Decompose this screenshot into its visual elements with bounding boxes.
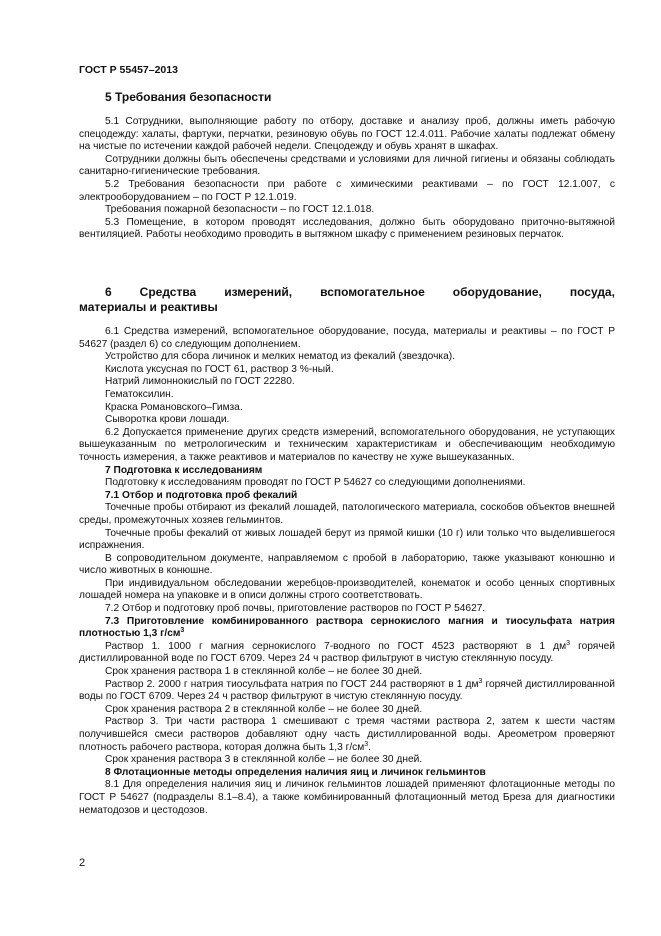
list-item: Гематоксилин.: [105, 388, 174, 400]
list-item: Кислота уксусная по ГОСТ 61, раствор 3 %-ный.: [105, 363, 334, 375]
list-item: Устройство для сбора личинок и мелких нематод из фекалий (звездочка).: [105, 351, 455, 363]
subsection-7-1-title: 7.1 Отбор и подготовка проб фекалий: [105, 489, 298, 501]
paragraph: Раствор 2. 2000 г натрия тиосульфата натрия по ГОСТ 244 растворяют в 1 $дм^3$ горячей дистиллированной воды по ГОСТ 6709. Через 24 ч раствор фильтруют в чистую стеклянную посуду.: [79, 677, 615, 703]
subsection-7-3-title: 7.3 Приготовление комбинированного раствора сернокислого магния и тиосульфата натрия плотностью 1,3 $г/см^3$: [79, 615, 615, 640]
section-6-body: [79, 326, 615, 817]
paragraph: 6.2 Допускается применение других средств измерений, вспомогательного оборудования, не уступающих вышеуказанным по метрологическим и техническим характеристикам и обеспечивающим необходимую точность измерения, а также реактивов и материалов по качеству не хуже вышеуказанных.: [79, 426, 615, 463]
document-header: ГОСТ Р 55457–2013: [79, 64, 178, 76]
list-item: Натрий лимоннокислый по ГОСТ 22280.: [105, 376, 295, 388]
paragraph: Требования пожарной безопасности – по ГОСТ 12.1.018.: [105, 204, 375, 216]
paragraph: Срок хранения раствора 3 в стеклянной колбе – не более 30 дней.: [105, 754, 423, 766]
paragraph: Раствор 3. Три части раствора 1 смешивают с тремя частями раствора 2, затем к шести частям получившейся смеси растворов добавляют одну часть дистиллированной воды. Ареометром проверяют плотность рабочего раствора, которая должна быть 1,3 $г/см^3$.: [79, 716, 615, 753]
paragraph: Подготовку к исследованиям проводят по ГОСТ Р 54627 со следующими дополнениями.: [105, 477, 526, 489]
list-item: Краска Романовского–Гимза.: [105, 401, 243, 413]
paragraph: 6.1 Средства измерений, вспомогательное оборудование, посуда, материалы и реактивы – по ГОСТ Р 54627 (раздел 6) со следующим дополнением.: [79, 326, 615, 350]
paragraph: 5.3 Помещение, в котором проводят исследования, должно быть оборудовано приточно-вытяжной вентиляцией. Работы необходимо проводить в вытяжном шкафу с применением резиновых перчаток.: [79, 216, 615, 241]
list-item: Сыворотка крови лошади.: [105, 414, 230, 426]
section-7-title: 7 Подготовка к исследованиям: [105, 464, 263, 476]
page-number: 2: [79, 857, 86, 869]
paragraph: Точечные пробы фекалий от живых лошадей берут из прямой кишки (10 г) или только что выделившегося испражнения.: [79, 527, 615, 552]
paragraph: Сотрудники должны быть обеспечены средствами и условиями для личной гигиены и обязаны соблюдать санитарно-гигиенические требования.: [79, 153, 615, 178]
section-8-title: 8 Флотационные методы определения наличия яиц и личинок гельминтов: [105, 766, 486, 778]
section-5-body: [79, 116, 615, 242]
paragraph: Раствор 1. 1000 г магния сернокислого 7-водного по ГОСТ 4523 растворяют в 1 $дм^3$ горячей дистиллированной воде по ГОСТ 6709. Через 24 ч раствор фильтруют в чистую стеклянную посуду.: [79, 639, 615, 665]
paragraph: 8.1 Для определения наличия яиц и личинок гельминтов лошадей применяют флотационные методы по ГОСТ Р 54627 (подразделы 8.1–8.4), а также комбинированный флотационный метод Бреза для диагностики нематодозов и цестодозов.: [79, 779, 615, 816]
section-5-title: 5 Требования безопасности: [105, 90, 272, 104]
paragraph: 5.1 Сотрудники, выполняющие работу по отбору, доставке и анализу проб, должны иметь рабочую спецодежду: халаты, фартуки, перчатки, резиновую обувь по ГОСТ 12.4.011. Рабочие халаты подлежат обмену на чистые по истечении каждой рабочей недели. Спецодежду и обувь хранят в шкафах.: [79, 116, 615, 153]
paragraph: Срок хранения раствора 2 в стеклянной колбе – не более 30 дней.: [105, 703, 423, 715]
paragraph: 5.2 Требования безопасности при работе с химическими реактивами – по ГОСТ 12.1.007, с электрооборудованием – по ГОСТ Р 12.1.019.: [79, 178, 615, 203]
paragraph: В сопроводительном документе, направляемом с пробой в лабораторию, также указывают конюшню и число животных в конюшне.: [79, 552, 615, 577]
paragraph: При индивидуальном обследовании жеребцов-производителей, конематок и особо ценных спортивных лошадей номера на упаковке и в описи должны строго соответствовать.: [79, 577, 615, 602]
paragraph: Точечные пробы отбирают из фекалий лошадей, патологического материала, соскобов объектов внешней среды, промежуточных хозяев гельминтов.: [79, 502, 615, 526]
paragraph: Срок хранения раствора 1 в стеклянной колбе – не более 30 дней.: [105, 666, 423, 678]
section-6-title: 6 Средства измерений, вспомогательное оборудование, посуда, материалы и реактивы: [79, 285, 615, 314]
paragraph: 7.2 Отбор и подготовку проб почвы, приготовление растворов по ГОСТ Р 54627.: [105, 603, 486, 615]
